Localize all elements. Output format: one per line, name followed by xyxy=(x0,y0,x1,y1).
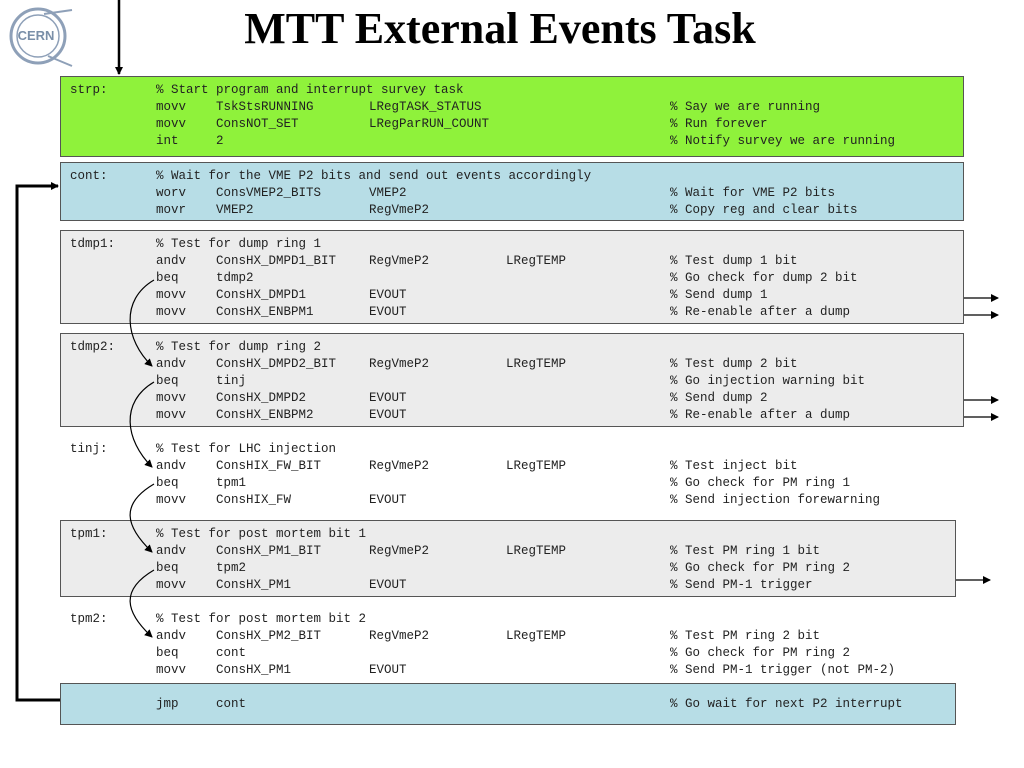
code-operand-1: ConsHX_DMPD1_BIT xyxy=(216,254,337,268)
code-operand-2: EVOUT xyxy=(369,493,407,507)
code-operand-2: VMEP2 xyxy=(369,186,407,200)
code-opcode: andv xyxy=(156,459,187,473)
code-operand-1: ConsHIX_FW_BIT xyxy=(216,459,322,473)
code-operand-2: RegVmeP2 xyxy=(369,357,430,371)
code-comment: % Test dump 2 bit xyxy=(670,357,798,371)
code-operand-2: RegVmeP2 xyxy=(369,459,430,473)
code-operand-1: ConsHX_DMPD2_BIT xyxy=(216,357,337,371)
code-operand-3: LRegTEMP xyxy=(506,459,567,473)
code-label: tpm1: xyxy=(70,527,108,541)
code-comment: % Test PM ring 2 bit xyxy=(670,629,821,643)
code-label: strp: xyxy=(70,83,108,97)
code-opcode: movv xyxy=(156,288,187,302)
code-comment: % Test for dump ring 2 xyxy=(156,340,322,354)
code-opcode: beq xyxy=(156,476,179,490)
code-comment: % Re-enable after a dump xyxy=(670,305,851,319)
code-opcode: andv xyxy=(156,544,187,558)
code-operand-3: LRegTEMP xyxy=(506,254,567,268)
code-comment: % Send PM-1 trigger (not PM-2) xyxy=(670,663,896,677)
branch-arrow-tdmp2 xyxy=(130,280,154,366)
code-operand-2: LRegParRUN_COUNT xyxy=(369,117,490,131)
code-comment: % Send dump 2 xyxy=(670,391,768,405)
code-opcode: beq xyxy=(156,271,179,285)
code-opcode: beq xyxy=(156,646,179,660)
code-comment: % Go check for PM ring 2 xyxy=(670,561,851,575)
code-opcode: jmp xyxy=(156,697,179,711)
code-comment: % Run forever xyxy=(670,117,768,131)
code-operand-3: LRegTEMP xyxy=(506,629,567,643)
code-comment: % Test for post mortem bit 2 xyxy=(156,612,367,626)
code-comment: % Test for dump ring 1 xyxy=(156,237,322,251)
code-comment: % Wait for VME P2 bits xyxy=(670,186,836,200)
code-comment: % Send dump 1 xyxy=(670,288,768,302)
code-operand-1: tinj xyxy=(216,374,247,388)
code-operand-1: TskStsRUNNING xyxy=(216,100,314,114)
code-comment: % Test dump 1 bit xyxy=(670,254,798,268)
code-opcode: movv xyxy=(156,578,187,592)
code-label: tpm2: xyxy=(70,612,108,626)
code-operand-1: ConsHX_PM2_BIT xyxy=(216,629,322,643)
code-operand-2: RegVmeP2 xyxy=(369,254,430,268)
code-comment: % Test PM ring 1 bit xyxy=(670,544,821,558)
code-operand-1: ConsHX_PM1 xyxy=(216,578,292,592)
code-comment: % Go wait for next P2 interrupt xyxy=(670,697,903,711)
code-comment: % Go check for PM ring 2 xyxy=(670,646,851,660)
code-operand-2: RegVmeP2 xyxy=(369,203,430,217)
code-comment: % Notify survey we are running xyxy=(670,134,896,148)
code-comment: % Go check for dump 2 bit xyxy=(670,271,858,285)
code-comment: % Wait for the VME P2 bits and send out events accordingly xyxy=(156,169,592,183)
code-comment: % Test for post mortem bit 1 xyxy=(156,527,367,541)
code-operand-1: ConsHX_PM1_BIT xyxy=(216,544,322,558)
code-opcode: worv xyxy=(156,186,187,200)
branch-arrow-tinj xyxy=(130,382,154,467)
code-comment: % Go injection warning bit xyxy=(670,374,866,388)
code-comment: % Send injection forewarning xyxy=(670,493,881,507)
code-operand-1: VMEP2 xyxy=(216,203,254,217)
code-opcode: movr xyxy=(156,203,187,217)
branch-arrow-tpm1 xyxy=(130,484,154,552)
code-comment: % Go check for PM ring 1 xyxy=(670,476,851,490)
code-operand-2: LRegTASK_STATUS xyxy=(369,100,482,114)
code-comment: % Re-enable after a dump xyxy=(670,408,851,422)
code-opcode: movv xyxy=(156,493,187,507)
logo-text: CERN xyxy=(17,28,55,43)
code-operand-1: ConsHX_DMPD1 xyxy=(216,288,307,302)
code-opcode: beq xyxy=(156,374,179,388)
code-operand-3: LRegTEMP xyxy=(506,357,567,371)
code-opcode: movv xyxy=(156,391,187,405)
code-comment: % Test for LHC injection xyxy=(156,442,337,456)
code-operand-1: ConsHX_ENBPM2 xyxy=(216,408,314,422)
code-operand-2: RegVmeP2 xyxy=(369,544,430,558)
code-operand-3: LRegTEMP xyxy=(506,544,567,558)
code-operand-1: tpm2 xyxy=(216,561,247,575)
code-operand-2: EVOUT xyxy=(369,408,407,422)
branch-arrow-tpm2 xyxy=(130,570,154,637)
code-operand-1: ConsHX_PM1 xyxy=(216,663,292,677)
code-comment: % Test inject bit xyxy=(670,459,798,473)
code-comment: % Say we are running xyxy=(670,100,821,114)
code-operand-1: cont xyxy=(216,646,247,660)
code-opcode: andv xyxy=(156,629,187,643)
code-opcode: andv xyxy=(156,357,187,371)
code-operand-1: ConsHIX_FW xyxy=(216,493,292,507)
code-comment: % Start program and interrupt survey task xyxy=(156,83,464,97)
code-opcode: movv xyxy=(156,117,187,131)
code-operand-1: ConsVMEP2_BITS xyxy=(216,186,322,200)
code-label: tdmp2: xyxy=(70,340,116,354)
code-opcode: movv xyxy=(156,100,187,114)
code-label: tinj: xyxy=(70,442,108,456)
code-opcode: andv xyxy=(156,254,187,268)
code-operand-1: ConsNOT_SET xyxy=(216,117,299,131)
code-operand-1: ConsHX_DMPD2 xyxy=(216,391,307,405)
code-opcode: movv xyxy=(156,408,187,422)
page-title: MTT External Events Task xyxy=(244,4,756,53)
code-operand-1: ConsHX_ENBPM1 xyxy=(216,305,314,319)
code-comment: % Send PM-1 trigger xyxy=(670,578,813,592)
code-opcode: beq xyxy=(156,561,179,575)
code-label: tdmp1: xyxy=(70,237,116,251)
code-operand-1: tpm1 xyxy=(216,476,247,490)
code-opcode: int xyxy=(156,134,179,148)
code-label: cont: xyxy=(70,169,108,183)
code-operand-2: EVOUT xyxy=(369,663,407,677)
code-operand-1: tdmp2 xyxy=(216,271,254,285)
code-operand-2: EVOUT xyxy=(369,288,407,302)
code-operand-2: EVOUT xyxy=(369,391,407,405)
code-operand-1: 2 xyxy=(216,134,224,148)
code-opcode: movv xyxy=(156,305,187,319)
code-operand-2: RegVmeP2 xyxy=(369,629,430,643)
code-operand-2: EVOUT xyxy=(369,305,407,319)
code-operand-2: EVOUT xyxy=(369,578,407,592)
code-comment: % Copy reg and clear bits xyxy=(670,203,858,217)
loop-back-arrow xyxy=(17,186,60,700)
code-operand-1: cont xyxy=(216,697,247,711)
code-opcode: movv xyxy=(156,663,187,677)
